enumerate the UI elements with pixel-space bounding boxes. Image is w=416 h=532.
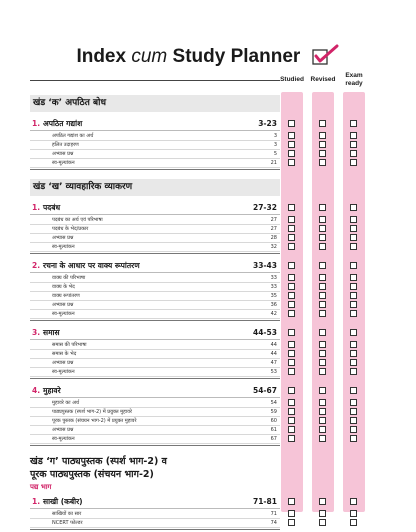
chapter-studied-checkbox[interactable] bbox=[288, 262, 295, 269]
chapter-pages: 27-32 bbox=[253, 203, 277, 212]
topic-page: 5 bbox=[273, 151, 277, 157]
topic-revised-checkbox[interactable] bbox=[319, 510, 326, 517]
topic-exam-ready-checkbox[interactable] bbox=[350, 132, 357, 139]
chapter-row bbox=[30, 259, 280, 273]
topic-page: 67 bbox=[270, 436, 277, 442]
chapter-row bbox=[30, 495, 280, 509]
topic-exam-ready-checkbox[interactable] bbox=[350, 350, 357, 357]
topic-title: स्व-मूल्यांकन bbox=[52, 436, 75, 442]
topic-studied-checkbox[interactable] bbox=[288, 292, 295, 299]
topic-exam-ready-checkbox[interactable] bbox=[350, 341, 357, 348]
topic-exam-ready-checkbox[interactable] bbox=[350, 216, 357, 223]
topic-title: पदबंध का अर्थ एवं परिभाषा bbox=[52, 217, 103, 223]
chapter-title: रचना के आधार पर वाक्य रूपांतरण bbox=[43, 261, 140, 270]
topic-revised-checkbox[interactable] bbox=[319, 310, 326, 317]
topic-title: अपठित गद्यांश का अर्थ bbox=[52, 133, 94, 139]
topic-studied-checkbox[interactable] bbox=[288, 399, 295, 406]
topic-studied-checkbox[interactable] bbox=[288, 283, 295, 290]
topic-exam-ready-checkbox[interactable] bbox=[350, 310, 357, 317]
chapter-revised-checkbox[interactable] bbox=[319, 498, 326, 505]
topic-row bbox=[30, 132, 280, 141]
topic-exam-ready-checkbox[interactable] bbox=[350, 234, 357, 241]
topic-row bbox=[30, 274, 280, 283]
topic-title: वाक्य की परिभाषा bbox=[52, 275, 86, 281]
topic-studied-checkbox[interactable] bbox=[288, 150, 295, 157]
topic-title: समास के भेद bbox=[52, 351, 77, 357]
topic-exam-ready-checkbox[interactable] bbox=[350, 283, 357, 290]
topic-studied-checkbox[interactable] bbox=[288, 426, 295, 433]
topic-title: पदबंध के भेद/प्रकार bbox=[52, 226, 89, 232]
topic-revised-checkbox[interactable] bbox=[319, 274, 326, 281]
chapter-studied-checkbox[interactable] bbox=[288, 329, 295, 336]
chapter-exam-ready-checkbox[interactable] bbox=[350, 120, 357, 127]
top-rule bbox=[30, 80, 280, 81]
topic-studied-checkbox[interactable] bbox=[288, 310, 295, 317]
chapter-pages: 44-53 bbox=[253, 328, 277, 337]
topic-studied-checkbox[interactable] bbox=[288, 417, 295, 424]
topic-revised-checkbox[interactable] bbox=[319, 243, 326, 250]
chapter-pages: 3-23 bbox=[258, 119, 277, 128]
chapter-title: समास bbox=[43, 328, 60, 337]
section-heading bbox=[30, 455, 280, 481]
topic-exam-ready-checkbox[interactable] bbox=[350, 141, 357, 148]
topic-page: 59 bbox=[270, 409, 277, 415]
topic-page: 35 bbox=[270, 293, 277, 299]
topic-title: पाठ्यपुस्तक (स्पर्श भाग-2) में प्रयुक्त मुहावरे bbox=[52, 409, 132, 415]
topic-title: हलित उदाहरण bbox=[52, 142, 79, 148]
topic-title: स्व-मूल्यांकन bbox=[52, 311, 75, 317]
topic-revised-checkbox[interactable] bbox=[319, 216, 326, 223]
topic-studied-checkbox[interactable] bbox=[288, 301, 295, 308]
topic-row bbox=[30, 408, 280, 417]
topic-studied-checkbox[interactable] bbox=[288, 350, 295, 357]
chapter-studied-checkbox[interactable] bbox=[288, 120, 295, 127]
topic-page: 42 bbox=[270, 311, 277, 317]
topic-exam-ready-checkbox[interactable] bbox=[350, 417, 357, 424]
chapter-exam-ready-checkbox[interactable] bbox=[350, 329, 357, 336]
topic-studied-checkbox[interactable] bbox=[288, 519, 295, 526]
topic-page: 36 bbox=[270, 302, 277, 308]
topic-exam-ready-checkbox[interactable] bbox=[350, 150, 357, 157]
topic-studied-checkbox[interactable] bbox=[288, 234, 295, 241]
chapter-exam-ready-checkbox[interactable] bbox=[350, 204, 357, 211]
column-exam-ready-line1: Exam bbox=[345, 72, 363, 79]
chapter-row bbox=[30, 117, 280, 131]
topic-revised-checkbox[interactable] bbox=[319, 159, 326, 166]
topic-revised-checkbox[interactable] bbox=[319, 301, 326, 308]
chapter-revised-checkbox[interactable] bbox=[319, 120, 326, 127]
topic-revised-checkbox[interactable] bbox=[319, 417, 326, 424]
topic-studied-checkbox[interactable] bbox=[288, 216, 295, 223]
topic-exam-ready-checkbox[interactable] bbox=[350, 159, 357, 166]
chapter-title: मुहावरे bbox=[43, 386, 61, 395]
chapter-row bbox=[30, 384, 280, 398]
chapter-revised-checkbox[interactable] bbox=[319, 387, 326, 394]
subsection-heading: पद्य भाग bbox=[30, 483, 52, 491]
topic-revised-checkbox[interactable] bbox=[319, 435, 326, 442]
topic-page: 21 bbox=[270, 160, 277, 166]
column-revised: Revised bbox=[310, 76, 336, 83]
topic-page: 61 bbox=[270, 427, 277, 433]
chapter-revised-checkbox[interactable] bbox=[319, 262, 326, 269]
chapter-revised-checkbox[interactable] bbox=[319, 204, 326, 211]
topic-studied-checkbox[interactable] bbox=[288, 225, 295, 232]
topic-title: समास की परिभाषा bbox=[52, 342, 87, 348]
topic-title: स्व-मूल्यांकन bbox=[52, 369, 75, 375]
chapter-bottom-rule bbox=[30, 320, 280, 321]
section-heading-line2: पूरक पाठ्यपुस्तक (संचयन भाग-2) bbox=[30, 469, 154, 480]
topic-exam-ready-checkbox[interactable] bbox=[350, 292, 357, 299]
topic-title: अभ्यास प्रश्न bbox=[52, 235, 74, 241]
topic-page: 60 bbox=[270, 418, 277, 424]
topic-page: 3 bbox=[273, 142, 277, 148]
page-title bbox=[0, 44, 416, 68]
topic-studied-checkbox[interactable] bbox=[288, 408, 295, 415]
chapter-pages: 33-43 bbox=[253, 261, 277, 270]
topic-title: वाक्य रूपांतरण bbox=[52, 293, 80, 299]
topic-page: 53 bbox=[270, 369, 277, 375]
topic-row bbox=[30, 399, 280, 408]
topic-title: पूरक पुस्तक (संचयन भाग-2) में प्रयुक्त मुहावरे bbox=[52, 418, 137, 424]
checkmark-icon bbox=[310, 44, 340, 66]
topic-row bbox=[30, 417, 280, 426]
chapter-bottom-rule bbox=[30, 529, 280, 530]
topic-revised-checkbox[interactable] bbox=[319, 426, 326, 433]
topic-revised-checkbox[interactable] bbox=[319, 150, 326, 157]
topic-row bbox=[30, 301, 280, 310]
topic-exam-ready-checkbox[interactable] bbox=[350, 399, 357, 406]
topic-row bbox=[30, 350, 280, 359]
topic-studied-checkbox[interactable] bbox=[288, 243, 295, 250]
topic-page: 3 bbox=[273, 133, 277, 139]
topic-exam-ready-checkbox[interactable] bbox=[350, 301, 357, 308]
topic-studied-checkbox[interactable] bbox=[288, 510, 295, 517]
chapter-title: अपठित गद्यांश bbox=[43, 119, 83, 128]
chapter-bottom-rule bbox=[30, 253, 280, 254]
topic-title: अभ्यास प्रश्न bbox=[52, 427, 74, 433]
topic-title: अभ्यास प्रश्न bbox=[52, 151, 74, 157]
topic-page: 74 bbox=[270, 520, 277, 526]
topic-exam-ready-checkbox[interactable] bbox=[350, 510, 357, 517]
topic-page: 33 bbox=[270, 284, 277, 290]
topic-studied-checkbox[interactable] bbox=[288, 141, 295, 148]
chapter-exam-ready-checkbox[interactable] bbox=[350, 262, 357, 269]
chapter-exam-ready-checkbox[interactable] bbox=[350, 498, 357, 505]
topic-revised-checkbox[interactable] bbox=[319, 234, 326, 241]
topic-page: 71 bbox=[270, 511, 277, 517]
chapter-revised-checkbox[interactable] bbox=[319, 329, 326, 336]
chapter-number: 1. bbox=[32, 119, 41, 128]
section-heading: खंड ‘क’ अपठित बोध bbox=[30, 95, 280, 112]
topic-title: साखियों का सार bbox=[52, 511, 82, 517]
topic-revised-checkbox[interactable] bbox=[319, 292, 326, 299]
topic-exam-ready-checkbox[interactable] bbox=[350, 519, 357, 526]
topic-revised-checkbox[interactable] bbox=[319, 368, 326, 375]
chapter-pages: 54-67 bbox=[253, 386, 277, 395]
topic-title: मुहावरे का अर्थ bbox=[52, 400, 80, 406]
topic-row bbox=[30, 359, 280, 368]
topic-title: अभ्यास प्रश्न bbox=[52, 302, 74, 308]
chapter-row bbox=[30, 326, 280, 340]
chapter-pages: 71-81 bbox=[253, 497, 277, 506]
topic-row bbox=[30, 141, 280, 150]
chapter-studied-checkbox[interactable] bbox=[288, 204, 295, 211]
topic-revised-checkbox[interactable] bbox=[319, 283, 326, 290]
column-exam-ready-line2: ready bbox=[345, 79, 363, 87]
topic-page: 44 bbox=[270, 351, 277, 357]
topic-revised-checkbox[interactable] bbox=[319, 408, 326, 415]
topic-row bbox=[30, 510, 280, 519]
topic-page: 33 bbox=[270, 275, 277, 281]
topic-page: 32 bbox=[270, 244, 277, 250]
topic-studied-checkbox[interactable] bbox=[288, 368, 295, 375]
topic-exam-ready-checkbox[interactable] bbox=[350, 243, 357, 250]
title-cum: cum bbox=[131, 46, 168, 67]
topic-exam-ready-checkbox[interactable] bbox=[350, 359, 357, 366]
title-rest: Study Planner bbox=[172, 46, 301, 67]
topic-exam-ready-checkbox[interactable] bbox=[350, 435, 357, 442]
topic-exam-ready-checkbox[interactable] bbox=[350, 368, 357, 375]
topic-row bbox=[30, 283, 280, 292]
topic-revised-checkbox[interactable] bbox=[319, 359, 326, 366]
topic-studied-checkbox[interactable] bbox=[288, 274, 295, 281]
topic-row bbox=[30, 243, 280, 252]
topic-page: 27 bbox=[270, 217, 277, 223]
chapter-bottom-rule bbox=[30, 445, 280, 446]
section-heading-line1: खंड ‘ग’ पाठ्यपुस्तक (स्पर्श भाग-2) व bbox=[30, 456, 167, 467]
topic-revised-checkbox[interactable] bbox=[319, 341, 326, 348]
topic-title: स्व-मूल्यांकन bbox=[52, 160, 75, 166]
chapter-bottom-rule bbox=[30, 169, 280, 170]
chapter-title: पदबंध bbox=[43, 203, 61, 212]
section-heading: खंड ‘ख’ व्यावहारिक व्याकरण bbox=[30, 179, 280, 196]
topic-studied-checkbox[interactable] bbox=[288, 159, 295, 166]
topic-row bbox=[30, 216, 280, 225]
topic-title: NCERT फोल्डर bbox=[52, 520, 83, 526]
chapter-bottom-rule bbox=[30, 378, 280, 379]
topic-page: 44 bbox=[270, 342, 277, 348]
topic-studied-checkbox[interactable] bbox=[288, 435, 295, 442]
topic-revised-checkbox[interactable] bbox=[319, 132, 326, 139]
chapter-studied-checkbox[interactable] bbox=[288, 387, 295, 394]
topic-row bbox=[30, 159, 280, 168]
topic-page: 47 bbox=[270, 360, 277, 366]
topic-exam-ready-checkbox[interactable] bbox=[350, 426, 357, 433]
topic-row bbox=[30, 292, 280, 301]
topic-title: वाक्य के भेद bbox=[52, 284, 75, 290]
topic-row bbox=[30, 435, 280, 444]
chapter-number: 2. bbox=[32, 261, 41, 270]
topic-row bbox=[30, 368, 280, 377]
title-index: Index bbox=[76, 46, 127, 67]
topic-revised-checkbox[interactable] bbox=[319, 519, 326, 526]
chapter-number: 4. bbox=[32, 386, 41, 395]
topic-title: अभ्यास प्रश्न bbox=[52, 360, 74, 366]
topic-studied-checkbox[interactable] bbox=[288, 359, 295, 366]
topic-row bbox=[30, 225, 280, 234]
topic-revised-checkbox[interactable] bbox=[319, 225, 326, 232]
topic-row bbox=[30, 310, 280, 319]
topic-row bbox=[30, 519, 280, 528]
column-studied: Studied bbox=[280, 76, 304, 83]
topic-page: 27 bbox=[270, 226, 277, 232]
topic-row bbox=[30, 234, 280, 243]
topic-exam-ready-checkbox[interactable] bbox=[350, 274, 357, 281]
topic-studied-checkbox[interactable] bbox=[288, 341, 295, 348]
topic-page: 54 bbox=[270, 400, 277, 406]
chapter-number: 1. bbox=[32, 497, 41, 506]
topic-studied-checkbox[interactable] bbox=[288, 132, 295, 139]
topic-revised-checkbox[interactable] bbox=[319, 350, 326, 357]
topic-exam-ready-checkbox[interactable] bbox=[350, 408, 357, 415]
topic-page: 28 bbox=[270, 235, 277, 241]
topic-revised-checkbox[interactable] bbox=[319, 399, 326, 406]
topic-title: स्व-मूल्यांकन bbox=[52, 244, 75, 250]
chapter-studied-checkbox[interactable] bbox=[288, 498, 295, 505]
chapter-row bbox=[30, 201, 280, 215]
topic-row bbox=[30, 426, 280, 435]
chapter-title: साखी (कबीर) bbox=[43, 497, 83, 506]
column-exam-ready bbox=[330, 72, 378, 87]
topic-exam-ready-checkbox[interactable] bbox=[350, 225, 357, 232]
topic-revised-checkbox[interactable] bbox=[319, 141, 326, 148]
topic-row bbox=[30, 150, 280, 159]
chapter-exam-ready-checkbox[interactable] bbox=[350, 387, 357, 394]
chapter-number: 3. bbox=[32, 328, 41, 337]
topic-row bbox=[30, 341, 280, 350]
chapter-number: 1. bbox=[32, 203, 41, 212]
